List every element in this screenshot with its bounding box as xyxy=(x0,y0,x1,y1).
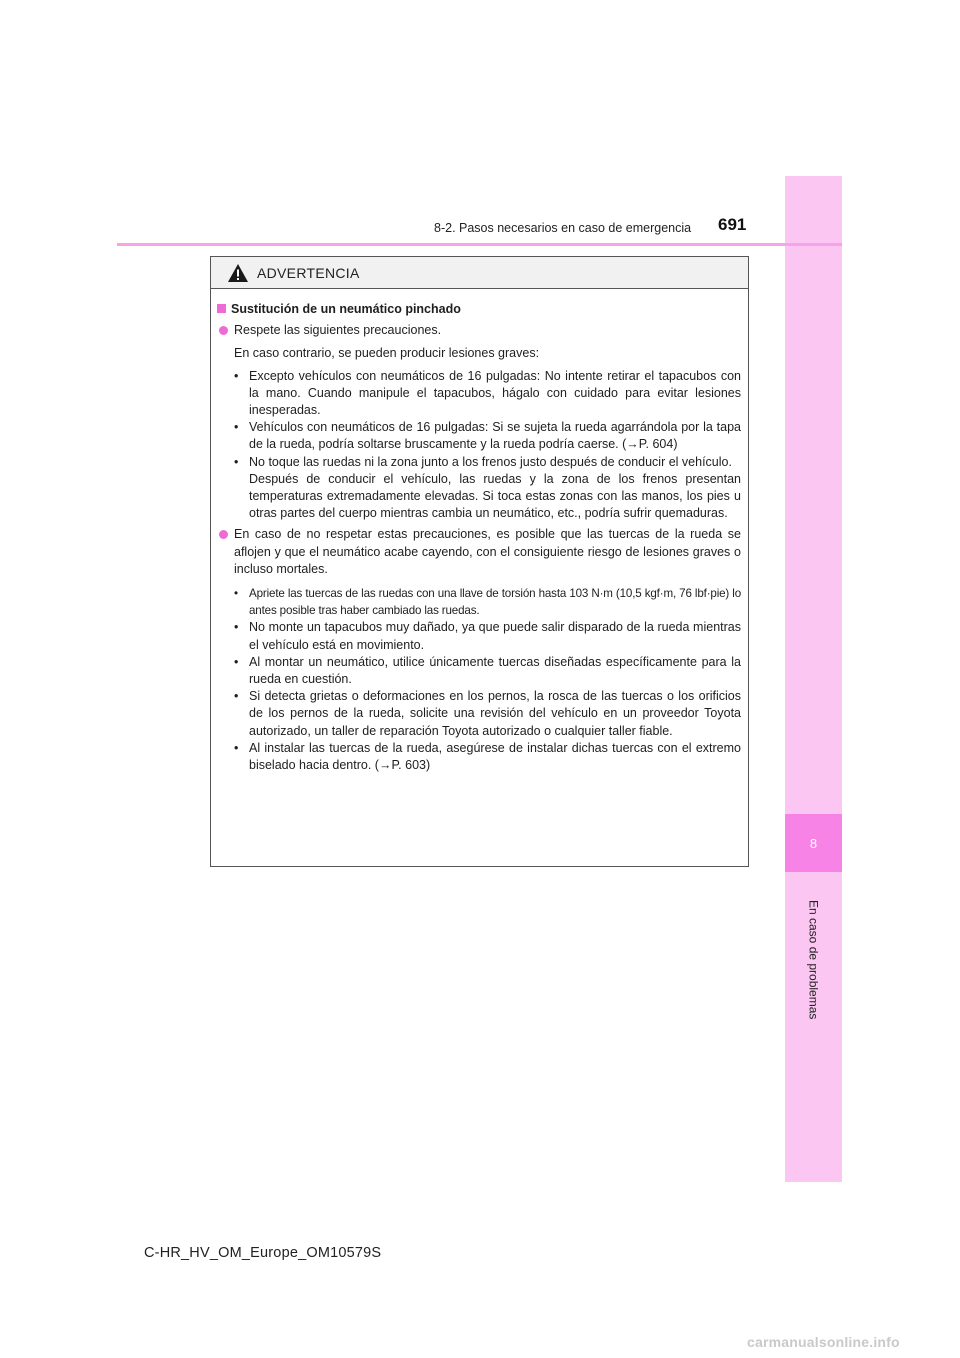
bullet-mark: • xyxy=(234,368,239,383)
bullet-mark: • xyxy=(234,587,238,601)
paragraph: En caso contrario, se pueden producir lesiones graves: xyxy=(234,346,540,361)
subheading-text: Sustitución de un neumático pinchado xyxy=(231,302,461,316)
bullet-text: Si detecta grietas o deformaciones en los pernos, la rosca de las tuercas o los orificios de los pernos de la rueda, solicite una revisión del vehículo en un proveedor Toyota autorizado, un taller de reparación Toyota autorizado o cualquier taller fiable. xyxy=(249,689,741,738)
warning-header xyxy=(211,257,748,289)
bullet-text: Al instalar las tuercas de la rueda, asegúrese de instalar dichas tuercas con el extremo biselado hacia dentro. (→P. 603) xyxy=(249,740,741,773)
bullet-mark: • xyxy=(234,740,239,755)
bullet-item xyxy=(234,585,741,619)
warning-triangle-icon xyxy=(227,263,249,283)
side-tab-label xyxy=(785,880,842,1040)
header-rule xyxy=(117,243,842,246)
footer-code: C-HR_HV_OM_Europe_OM10579S xyxy=(144,1245,382,1261)
circle-bullet-icon xyxy=(219,530,228,539)
bullet-text: Apriete las tuercas de las ruedas con una llave de torsión hasta 103 N·m (10,5 kgf·m, 76 lbf·pie) lo antes posible tras haber cambiado las ruedas. xyxy=(249,587,741,618)
subheading xyxy=(217,301,741,318)
bullet-item xyxy=(234,419,741,453)
side-tab-label-text: En caso de problemas xyxy=(806,900,821,1020)
point-text: En caso de no respetar estas precauciones, es posible que las tuercas de la rueda se aflojen y que el neumático acabe cayendo, con el consiguiente riesgo de lesiones graves o incluso mortales. xyxy=(234,527,741,576)
bullet-mark: • xyxy=(234,689,239,704)
bullet-mark: • xyxy=(234,654,239,669)
bullet-item xyxy=(234,619,741,653)
page-number: 691 xyxy=(718,215,747,234)
square-bullet-icon xyxy=(217,304,226,313)
side-tab-number: 8 xyxy=(785,814,842,872)
point-text: Respete las siguientes precauciones. xyxy=(234,323,442,338)
bullet-mark: • xyxy=(234,420,239,435)
point-item xyxy=(217,322,741,339)
watermark[interactable]: carmanualsonline.info xyxy=(747,1334,900,1350)
point-item xyxy=(217,526,741,578)
bullet-text: Al montar un neumático, utilice únicamente tuercas diseñadas específicamente para la rueda en cuestión. xyxy=(249,654,741,687)
bullet-text xyxy=(249,454,741,523)
bullet-item xyxy=(234,654,741,688)
bullet-mark: • xyxy=(234,454,239,469)
bullet-text: Vehículos con neumáticos de 16 pulgadas: Si se sujeta la rueda agarrándola por la tapa de la rueda, podría soltarse bruscamente y la rueda podría caerse. (→P. 604) xyxy=(249,420,741,452)
bullet-list xyxy=(217,585,741,774)
bullet-text: No monte un tapacubos muy dañado, ya que puede salir disparado de la rueda mientras el vehículo está en movimiento. xyxy=(249,620,741,652)
bullet-text: Excepto vehículos con neumáticos de 16 pulgadas: No intente retirar el tapacubos con la mano. Cuando manipule el tapacubos, hágalo con cuidado para evitar lesiones inesperadas. xyxy=(249,368,741,418)
bullet-item xyxy=(234,740,741,774)
circle-bullet-icon xyxy=(219,326,228,335)
section-title: 8-2. Pasos necesarios en caso de emergencia xyxy=(434,221,692,235)
bullet-item xyxy=(234,688,741,740)
warning-box xyxy=(210,256,749,867)
bullet-item xyxy=(234,454,741,523)
bullet-mark: • xyxy=(234,620,239,635)
warning-body xyxy=(211,289,748,774)
bullet-text-line: No toque las ruedas ni la zona junto a los frenos justo después de conducir el vehículo. xyxy=(249,454,732,469)
warning-title: ADVERTENCIA xyxy=(257,264,360,281)
bullet-text-continuation: Después de conducir el vehículo, las ruedas y la zona de los frenos presentan temperaturas extremadamente elevadas. Si toca estas zonas con las manos, los pies u otras partes del cuerpo mientras cambia un neumático, etc., podría sufrir quemaduras. xyxy=(249,471,741,521)
bullet-item xyxy=(234,368,741,420)
bullet-list xyxy=(217,368,741,523)
